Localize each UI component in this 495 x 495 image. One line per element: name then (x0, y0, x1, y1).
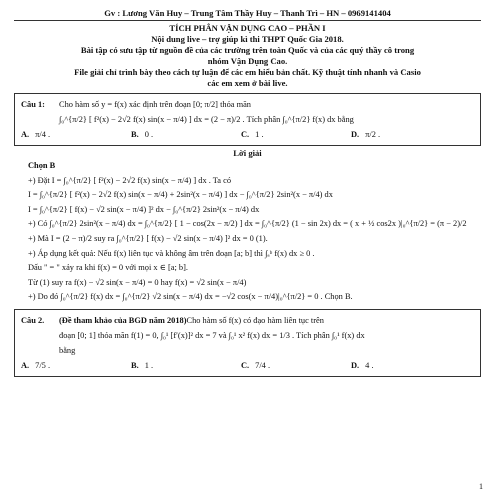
doc-title: TÍCH PHÂN VẬN DỤNG CAO – PHẦN I (169, 23, 326, 33)
solution-line: +) Mà I = (2 − π)/2 suy ra ∫₀^{π/2} [ f(x) − √2 sin(x − π/4) ]² dx = 0 (1). (28, 233, 268, 243)
question-2-label: Câu 2. (21, 315, 45, 325)
solution-line: +) Do đó ∫₀^{π/2} f(x) dx = ∫₀^{π/2} √2 sin(x − π/4) dx = −√2 cos(x − π/4)|₀^{π/2} = 0 . Chọn B. (28, 292, 353, 302)
solution-line: I = ∫₀^{π/2} [ f(x) − √2 sin(x − π/4) ]² dx − ∫₀^{π/2} 2sin²(x − π/4) dx (28, 204, 260, 214)
solution-line: +) Áp dụng kết quả: Nếu f(x) liên tục và không âm trên đoạn [a; b] thì ∫ₐᵇ f(x) dx ≥ 0 . (28, 248, 315, 258)
question-2-line-1: Cho hàm số f(x) có đạo hàm liên tục trên (186, 315, 324, 325)
solution-choice: Chọn B (28, 161, 56, 170)
question-2-line-2: đoạn [0; 1] thỏa mãn f(1) = 0, ∫₀¹ [f′(x)]² dx = 7 và ∫₀¹ x² f(x) dx = 1/3 . Tích phân ∫₀¹ f(x) dx (59, 330, 365, 340)
doc-desc-2: nhóm Vận Dụng Cao. (207, 56, 288, 66)
doc-desc-1: Bài tập có sưu tập từ nguồn đề của các trường trên toàn Quốc và của các quý thầy cô trong (80, 45, 415, 55)
question-1-box (14, 93, 481, 146)
answer-option[interactable]: B. 1 . (131, 360, 154, 370)
author-line: Gv : Lương Văn Huy – Trung Tâm Thầy Huy – Thanh Trì – HN – 0969141404 (14, 8, 481, 21)
doc-desc-4: các em xem ở bài live. (207, 78, 288, 88)
answer-option[interactable]: A. π/4 . (21, 130, 51, 139)
answer-option[interactable]: C. 7/4 . (241, 360, 271, 370)
answer-option[interactable]: A. 7/5 . (21, 360, 51, 370)
solution-line: +) Có ∫₀^{π/2} 2sin²(x − π/4) dx = ∫₀^{π/2} [ 1 − cos(2x − π/2) ] dx = ∫₀^{π/2} (1 − sin 2x) dx = ( x + ½ cos2x )|₀^{π/2} = (π − 2)/2 (28, 219, 467, 229)
solution-line: Từ (1) suy ra f(x) − √2 sin(x − π/4) = 0 hay f(x) = √2 sin(x − π/4) (28, 277, 247, 287)
answer-option[interactable]: B. 0 . (131, 130, 154, 139)
solution-title: Lời giải (233, 148, 262, 158)
page-number: 1 (479, 482, 483, 491)
solution-body (14, 159, 481, 305)
doc-desc-3: File giải chỉ trình bày theo cách tự luận để các em hiểu bản chất. Kỹ thuật tính nhanh và Casio (74, 67, 421, 77)
question-2-line-3: bằng (59, 345, 76, 355)
question-1-line-2: ∫₀^{π/2} [ f²(x) − 2√2 f(x) sin(x − π/4) ] dx = (2 − π)/2 . Tích phân ∫₀^{π/2} f(x) dx bằng (59, 115, 354, 124)
solution-line: Dấu " = " xảy ra khi f(x) = 0 với mọi x ∈ [a; b]. (28, 263, 188, 273)
answer-option[interactable]: D. 4 . (351, 360, 374, 370)
question-2-box (14, 309, 481, 377)
solution-line: I = ∫₀^{π/2} [ f²(x) − 2√2 f(x) sin(x − π/4) + 2sin²(x − π/4) ] dx − ∫₀^{π/2} 2sin²(x − π/4) dx (28, 190, 333, 200)
answer-option[interactable]: D. π/2 . (351, 130, 381, 139)
question-1-label: Câu 1: (21, 100, 45, 109)
solution-line: +) Đặt I = ∫₀^{π/2} [ f²(x) − 2√2 f(x) sin(x − π/4) ] dx . Ta có (28, 175, 232, 185)
question-2-source: (Đề tham khảo của BGD năm 2018) (59, 315, 187, 325)
question-1-line-1: Cho hàm số y = f(x) xác định trên đoạn [0; π/2] thỏa mãn (59, 100, 251, 109)
question-1-answers (21, 127, 474, 142)
question-2-answers (21, 358, 474, 373)
doc-subtitle: Nội dung live – trợ giúp kì thi THPT Quốc Gia 2018. (151, 34, 344, 44)
answer-option[interactable]: C. 1 . (241, 130, 264, 139)
